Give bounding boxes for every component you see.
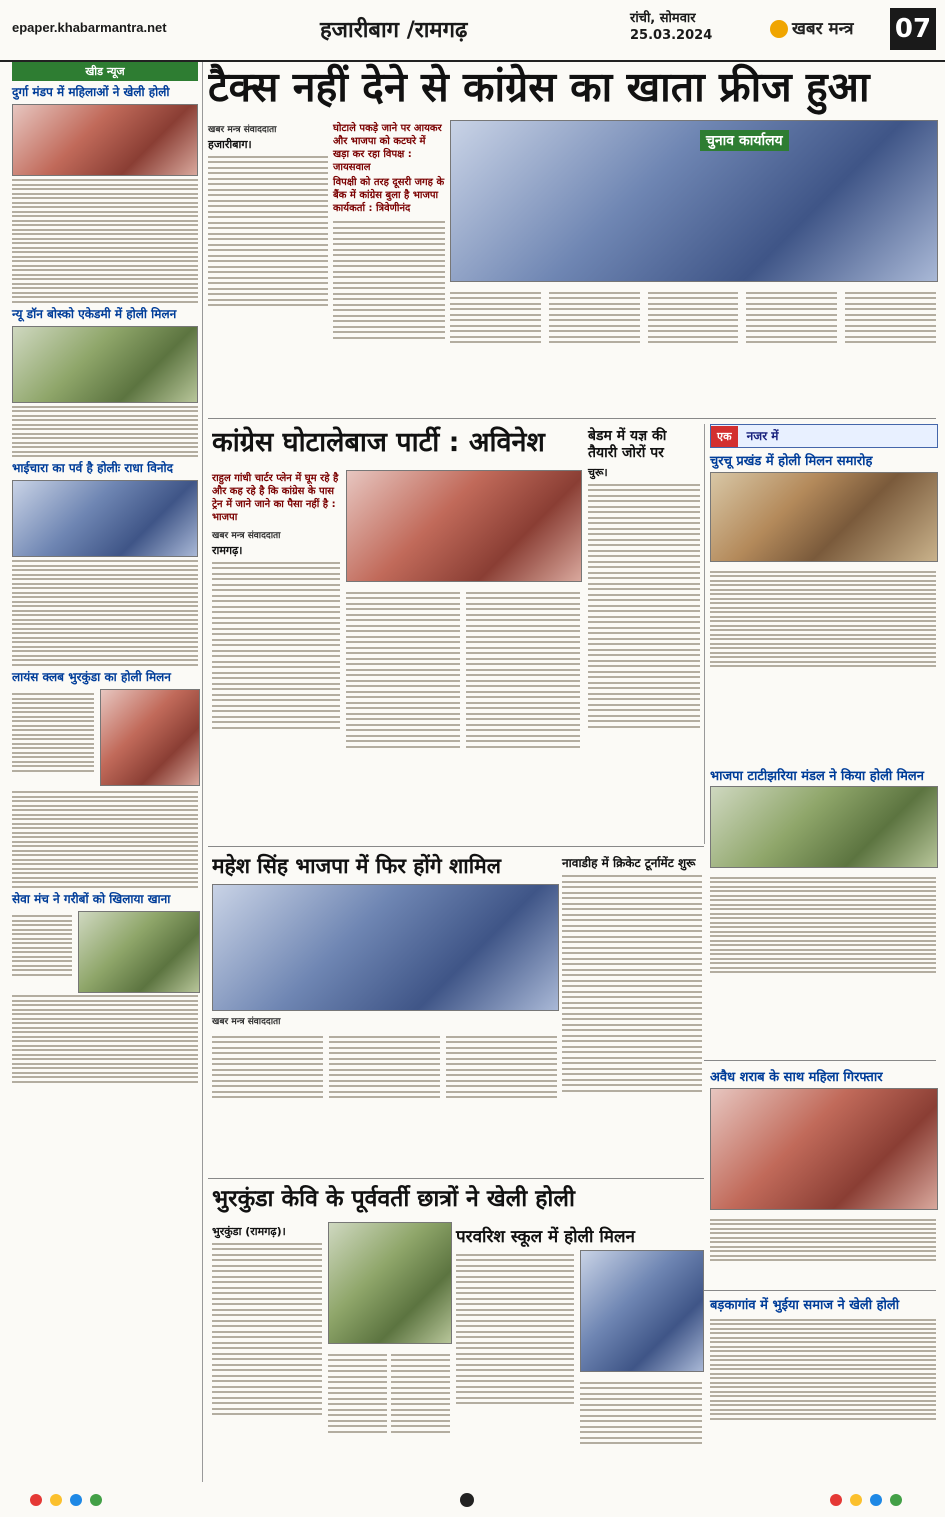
reg-mark [870,1494,882,1506]
dateline: हजारीबाग। [208,138,252,151]
kv-dateline: भुरकुंडा (रामगढ़)। [212,1225,286,1238]
photo-parvarish-school [580,1250,704,1372]
main-headline: टैक्स नहीं देने से कांग्रेस का खाता फ्रीज हुआ [208,63,870,111]
page-number: 07 [890,8,936,50]
photo-bjp-press [346,470,582,582]
photo-durga-mandap [12,104,198,176]
cricket-title: नावाडीह में क्रिकेट टूर्नामेंट शुरू [562,856,696,870]
s2-body [346,586,580,753]
kv-headline: भुरकुंडा केवि के पूर्ववर्ती छात्रों ने खेली होली [212,1186,575,1212]
story-title-bhaichara: भाईचारा का पर्व है होलीः राधा विनोद [12,461,174,475]
masthead [0,0,945,62]
parvarish-col-1 [456,1250,574,1408]
bhuiya-title: बड़कागांव में भुईया समाज ने खेली होली [710,1298,900,1313]
nazar-title: चुरचू प्रखंड में होली मिलन समारोह [710,454,873,469]
nazar-tag [710,424,938,448]
s2-byline: खबर मन्त्र संवाददाता [212,531,281,541]
reg-mark [830,1494,842,1506]
row-rule [704,1060,936,1061]
story-title-don-bosco: न्यू डॉन बोस्को एकेडमी में होली मिलन [12,306,177,321]
brand-circle-icon [770,20,788,38]
byline: खबर मन्त्र संवाददाता [208,125,277,135]
s2-quote: राहुल गांधी चार्टर प्लेन में घूम रहे है और कह रहे है कि कांग्रेस के पास ट्रेन में जाने जाने का पैसा नहीं है : भाजपा [212,473,339,523]
s2-col-1 [212,472,340,732]
crosshair-icon [460,1493,474,1507]
bjp-tandi-body [710,874,936,976]
s2-headline: कांग्रेस घोटालेबाज पार्टी : अविनेश [212,427,545,458]
photo-seva-manch [78,911,200,993]
main-quote: घोटाले पकड़े जाने पर आयकर और भाजपा को कटघरे में खड़ा कर रहा विपक्ष : जायसवाल [333,123,442,173]
seva-block [12,911,198,993]
bedam-dateline: चुरू। [588,466,608,479]
story-body [12,791,198,888]
parvarish-body [580,1378,702,1448]
photo-kv-alumni [328,1222,452,1344]
date-value: 25.03.2024 [630,28,713,43]
row-rule [208,846,704,847]
mahesh-body [212,1030,557,1104]
story-body [12,995,198,1083]
row-rule [704,1290,936,1291]
story-body [12,560,198,666]
kv-body [328,1348,450,1438]
story-body [12,406,198,458]
edition-date [630,10,712,44]
s2-dateline: रामगढ़। [212,544,243,557]
epaper-url[interactable]: epaper.khabarmantra.net [12,20,167,35]
sharab-title: अवैध शराब के साथ महिला गिरफ्तार [710,1070,883,1085]
reg-mark [30,1494,42,1506]
mahesh-byline: खबर मन्त्र संवाददाता [212,1017,281,1027]
brand-logo [770,16,854,39]
section-tag: खीड न्यूज [12,62,198,81]
story-body [12,179,198,303]
photo-tatijhariya [710,786,938,868]
bhuiya-body [710,1316,936,1422]
photo-sharab-arrest [710,1088,938,1210]
bedam-story [588,424,700,731]
column-rule [202,62,203,1482]
main-story-col-1 [208,122,328,310]
nazar-tag-2: नजर में [746,429,779,443]
edition-place: हजारीबाग /रामगढ़ [320,18,468,43]
parvarish-title: परवरिश स्कूल में होली मिलन [456,1227,635,1247]
sharab-body [710,1216,936,1264]
photo-lions-club [100,689,200,786]
nazar-tag-1: एक [711,426,738,447]
city-day: रांची, सोमवार [630,11,696,26]
story-title-seva-manch: सेवा मंच ने गरीबों को खिलाया खाना [12,891,171,906]
main-quote-2: विपक्षी को तरह दूसरी जगह के बैंक में कांग्रेस बुला है भाजपा कार्यकर्ता : त्रिवेणीनंद [333,177,445,214]
left-column [12,62,198,1482]
photo-bhaichara [12,480,198,557]
row-rule [208,418,936,419]
photo-election-office [450,120,938,282]
story-title-durga: दुर्गा मंडप में महिलाओं ने खेली होली [12,85,170,99]
bedam-title: बेडम में यज्ञ की तैयारी जोरों पर [588,428,667,461]
column-rule [704,424,705,844]
kv-col-1 [212,1222,322,1419]
main-story-col-2 [333,122,445,342]
row-rule [208,1178,704,1179]
mahesh-headline: महेश सिंह भाजपा में फिर होंगे शामिल [212,854,501,878]
main-story-bottom [450,286,936,349]
bjp-tandi-title: भाजपा टाटीझरिया मंडल ने किया होली मिलन [710,769,924,784]
footer-color-marks [0,1488,945,1512]
reg-mark [850,1494,862,1506]
photo-banner: चुनाव कार्यालय [700,130,789,151]
reg-mark [50,1494,62,1506]
story-title-lions: लायंस क्लब भुरकुंडा का होली मिलन [12,669,171,684]
reg-mark [70,1494,82,1506]
photo-churchu-holi [710,472,938,562]
cricket-story [562,852,702,1095]
reg-mark [90,1494,102,1506]
lions-block [12,689,198,789]
brand-name: खबर मन्त्र [792,19,854,39]
photo-mahesh-singh [212,884,559,1011]
nazar-body [710,568,936,670]
photo-don-bosco [12,326,198,403]
reg-mark [890,1494,902,1506]
